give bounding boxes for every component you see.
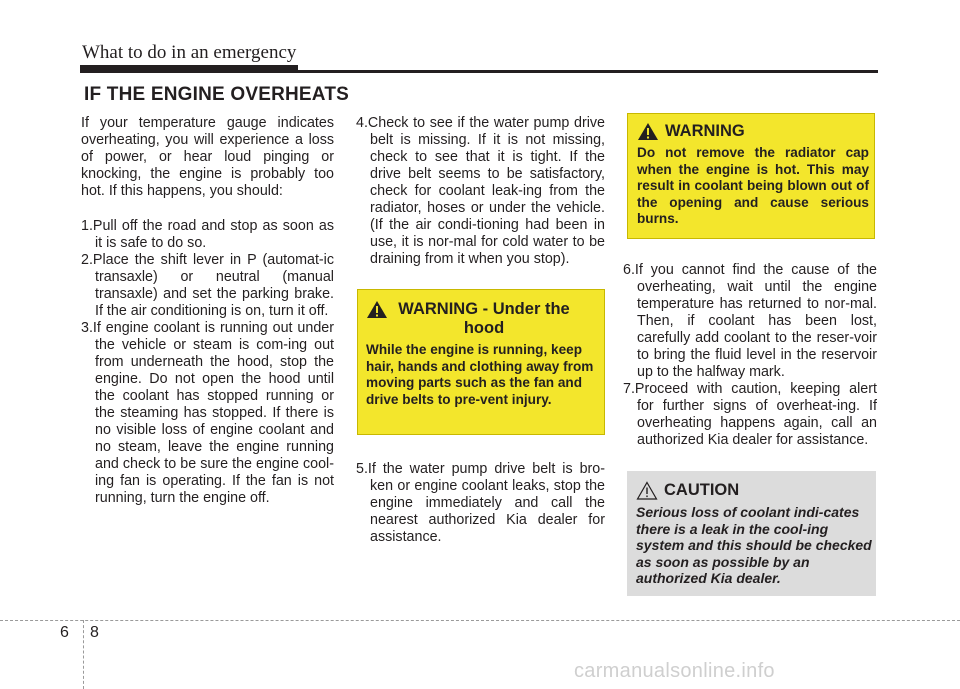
warning-radiator-title: WARNING xyxy=(665,122,745,140)
warning-radiator-text: Do not remove the radiator cap when the engine is hot. This may result in coolant being blown out of the opening and cause serious burns. xyxy=(637,145,869,226)
warning-radiator-title-row xyxy=(637,122,874,141)
step-3: 3.If engine coolant is running out under the vehicle or steam is com-ing out from underneath the hood, stop the engine. Do not open the hood until the coolant has stopped running or the steaming has stopped. If there is no visible loss of engine coolant and no steam, leave the engine running and check to be sure the engine cool-ing fan is operating. If the fan is not running, turn the engine off. xyxy=(81,320,334,506)
column-2-lower xyxy=(356,461,605,546)
footer-rule xyxy=(0,620,960,621)
intro-paragraph: If your temperature gauge indicates overheating, you will experience a loss of power, or hear loud pinging or knocking, the engine is probably too hot. If this happens, you should: xyxy=(81,115,334,199)
caution-title-row xyxy=(636,481,876,500)
caution-text: Serious loss of coolant indi-cates there is a leak in the cool-ing system and this should be checked as soon as possible by an authorized Kia dealer. xyxy=(636,504,872,586)
caution-title: CAUTION xyxy=(664,481,740,499)
warning-radiator-box xyxy=(627,113,875,239)
section-title: IF THE ENGINE OVERHEATS xyxy=(84,84,349,105)
header-title: What to do in an emergency xyxy=(82,42,297,63)
column-3 xyxy=(623,262,877,449)
step-6: 6.If you cannot find the cause of the overheating, wait until the engine temperature has returned to nor-mal. Then, if coolant has been lost, carefully add coolant to the reser-voir to bring the fluid level in the reservoir up to the halfway mark. xyxy=(623,262,877,380)
step-2: 2.Place the shift lever in P (automat-ic transaxle) or neutral (manual transaxle) and set the parking brake. If the air conditioning is on, turn it off. xyxy=(81,252,334,319)
caution-box xyxy=(627,471,876,596)
warning-triangle-icon xyxy=(637,122,659,141)
step-4: 4.Check to see if the water pump drive belt is missing. If it is not missing, check to see that it is tight. If the drive belt seems to be satisfactory, check for coolant leak-ing from the radiator, hoses or under the vehicle. (If the air condi-tioning had been in use, it is nor-mal for cold water to be draining from it when you stop). xyxy=(356,115,605,267)
page-number: 8 xyxy=(90,624,99,641)
chapter-number: 6 xyxy=(60,624,69,641)
header-rule xyxy=(80,70,878,73)
warning-hood-box xyxy=(357,289,605,435)
watermark: carmanualsonline.info xyxy=(574,660,775,682)
column-1 xyxy=(81,115,334,507)
step-5: 5.If the water pump drive belt is bro-ken or engine coolant leaks, stop the engine immediately and call the nearest authorized Kia dealer for assistance. xyxy=(356,461,605,545)
column-2 xyxy=(356,115,605,268)
step-1: 1.Pull off the road and stop as soon as it is safe to do so. xyxy=(81,218,334,251)
warning-hood-title-row xyxy=(366,300,604,338)
warning-hood-text: While the engine is running, keep hair, hands and clothing away from moving parts such as the fan and drive belts to pre-vent injury. xyxy=(366,342,594,407)
warning-hood-title: WARNING - Under the hood xyxy=(398,300,570,337)
warning-triangle-icon xyxy=(366,300,388,319)
footer-divider xyxy=(83,620,84,689)
caution-triangle-icon xyxy=(636,481,658,500)
step-7: 7.Proceed with caution, keeping alert for further signs of overheat-ing. If overheating happens again, call an authorized Kia dealer for assistance. xyxy=(623,381,877,448)
